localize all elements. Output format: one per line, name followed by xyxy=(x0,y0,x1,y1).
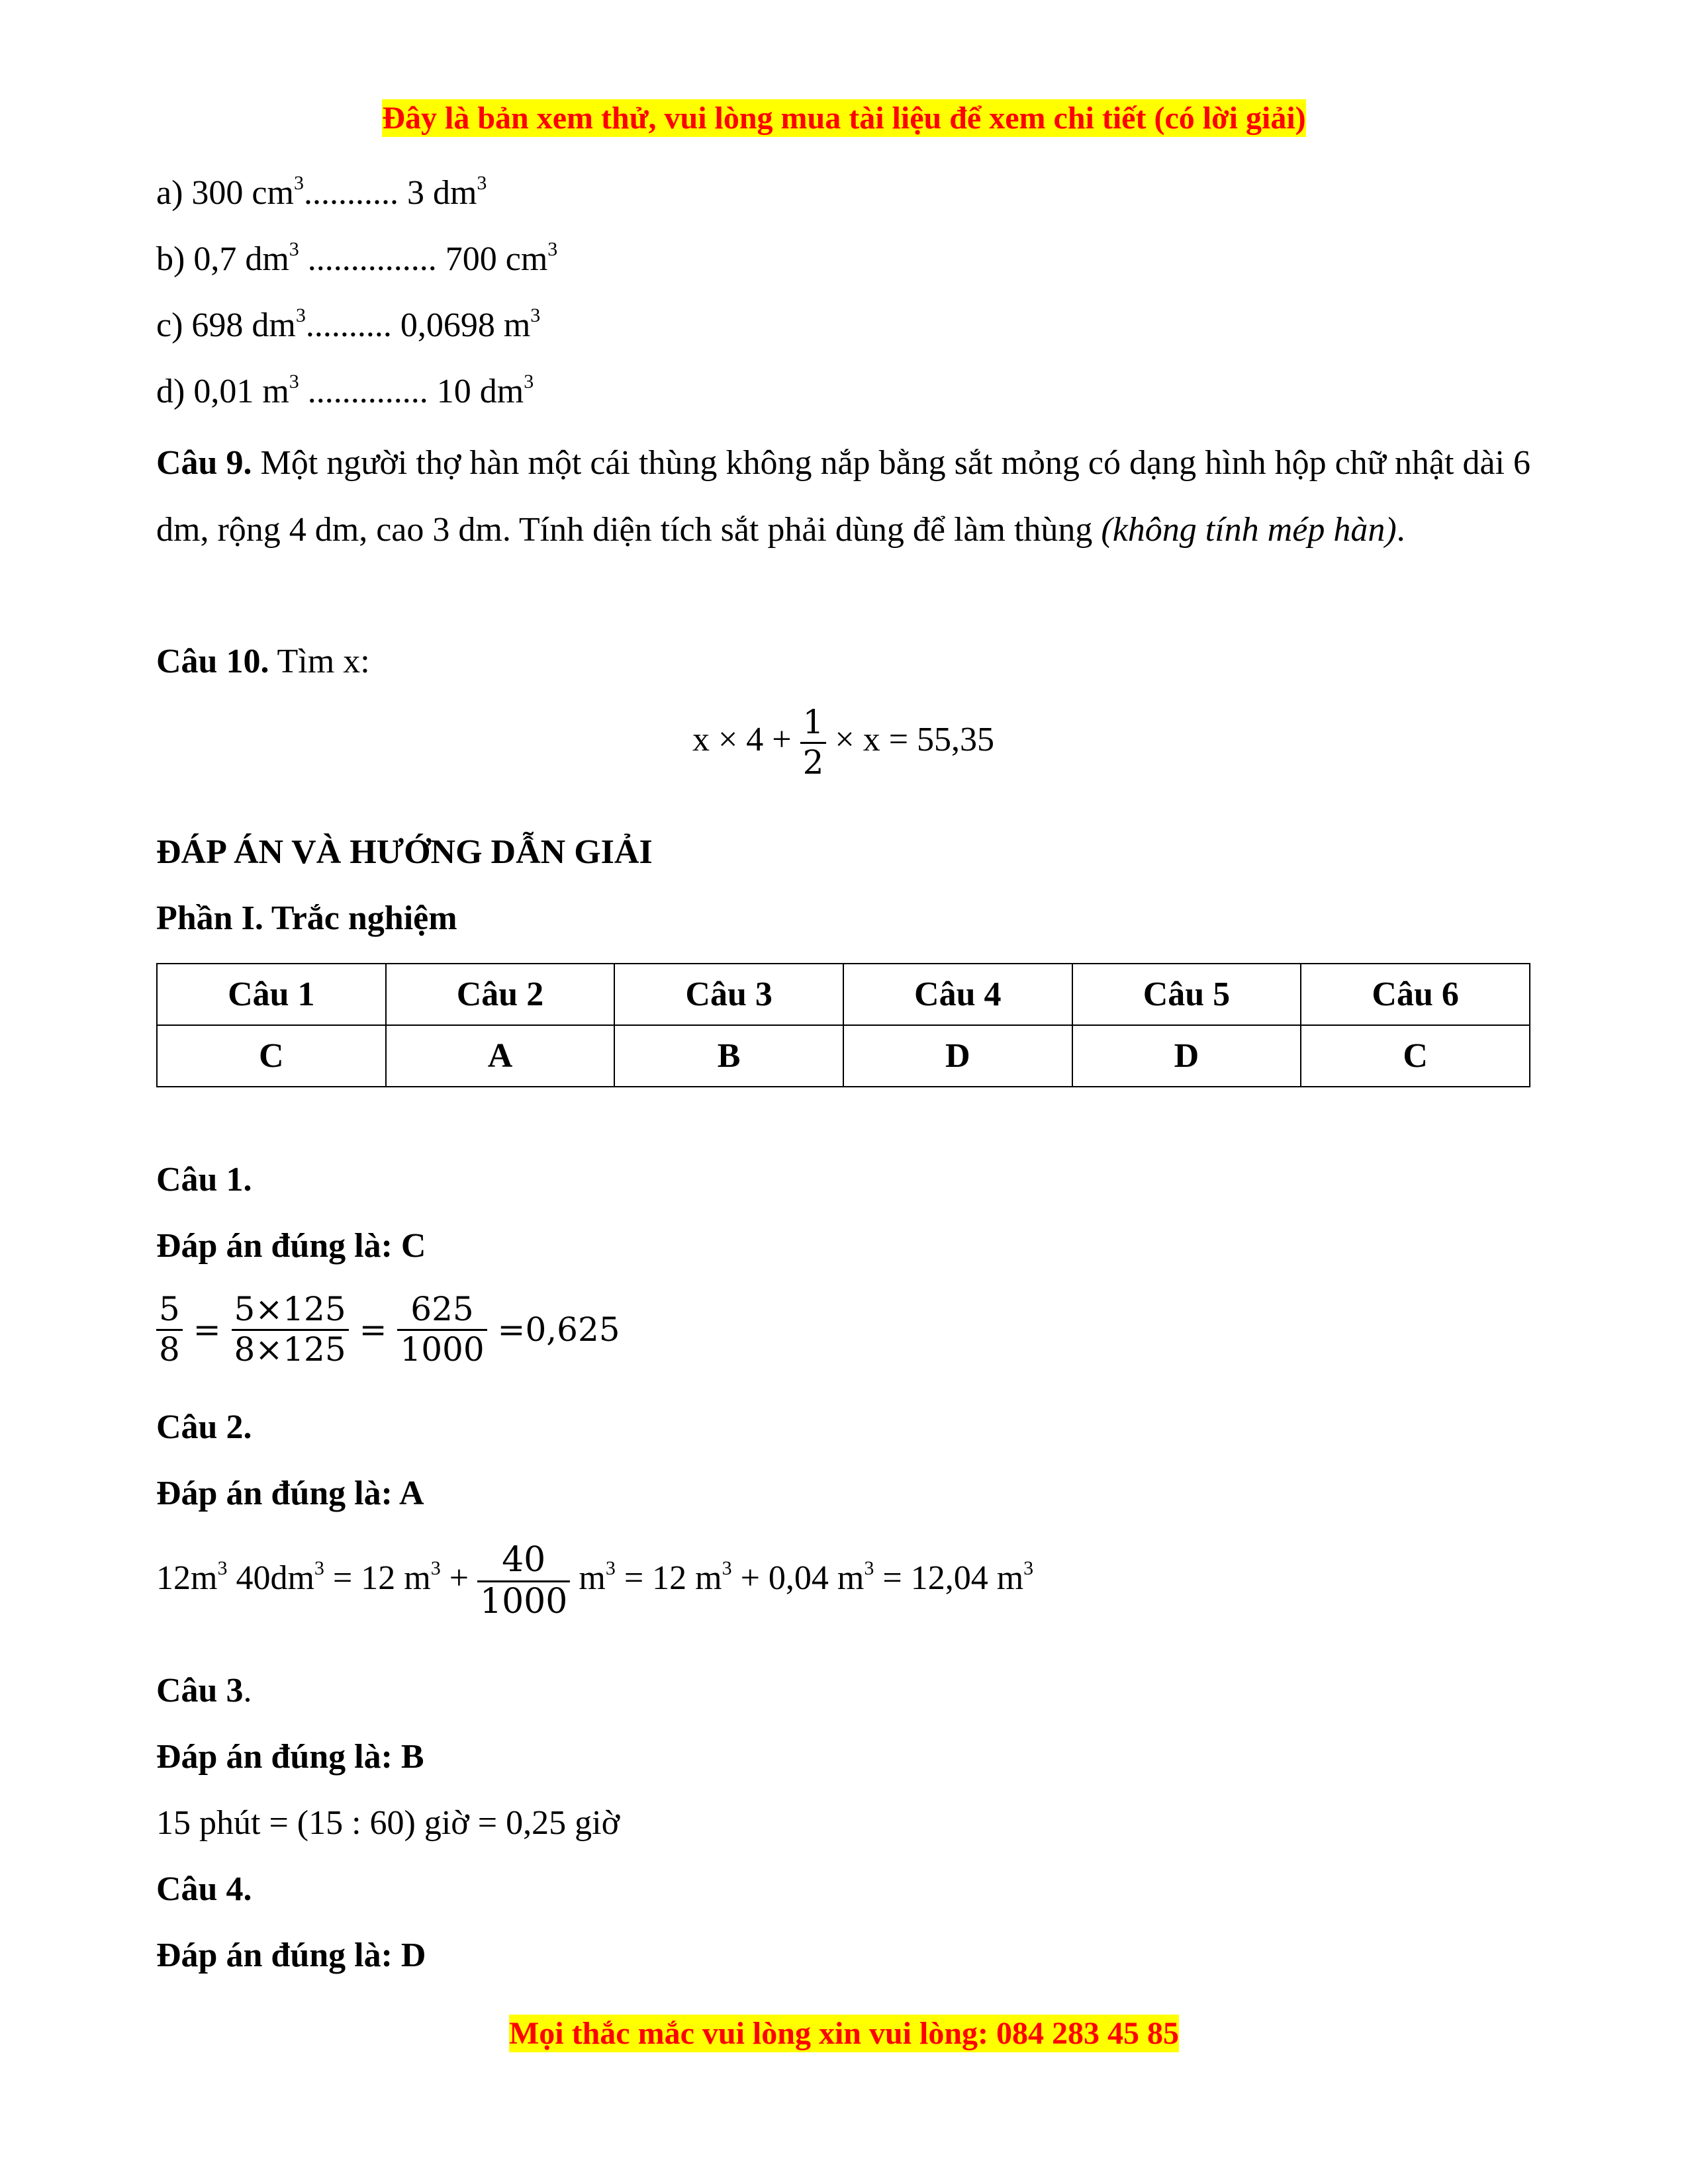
question-9-label: Câu 9. xyxy=(156,444,252,482)
question-9-note: (không tính mép hàn) xyxy=(1101,511,1397,549)
question-10: Câu 10. Tìm x: xyxy=(156,643,370,680)
table-header-cell: Câu 6 xyxy=(1301,964,1530,1025)
answer-table xyxy=(156,963,1530,1087)
table-header-cell: Câu 4 xyxy=(843,964,1072,1025)
solution-3-title: Câu 3. xyxy=(156,1672,252,1709)
contact-banner: Mọi thắc mắc vui lòng xin vui lòng: 084 283 45 85 xyxy=(508,2016,1180,2051)
solution-4-answer: Đáp án đúng là: D xyxy=(156,1936,426,1974)
solution-1-answer: Đáp án đúng là: C xyxy=(156,1227,426,1265)
solution-4-title: Câu 4. xyxy=(156,1870,252,1908)
answers-heading: ĐÁP ÁN VÀ HƯỚNG DẪN GIẢI xyxy=(156,833,653,871)
solution-2-answer: Đáp án đúng là: A xyxy=(156,1475,424,1512)
table-header-cell: Câu 2 xyxy=(386,964,615,1025)
question-10-equation: x × 4 + $\frac{1}{2}$ × x = 55,35 xyxy=(692,703,995,782)
answer-table-value-row xyxy=(157,1025,1530,1087)
table-cell: B xyxy=(614,1025,843,1087)
solution-3-text: 15 phút = (15 : 60) giờ = 0,25 giờ xyxy=(156,1804,620,1842)
table-header-cell: Câu 5 xyxy=(1072,964,1301,1025)
solution-1-title: Câu 1. xyxy=(156,1161,252,1199)
table-cell: D xyxy=(843,1025,1072,1087)
compare-item-a: a) 300 $cm^3$........... 3 $dm^3$ xyxy=(156,172,487,212)
compare-item-b: b) 0,7 $dm^3$ ............... 700 $cm^3$ xyxy=(156,238,558,278)
solution-2-equation: $12m^3$ $40dm^3 = 12$ $m^3$ + $\frac{40}{1000}$ $m^3 = 12$ $m^3 + 0,04$ $m^3 = 12,04$ $m^3$ xyxy=(156,1539,1034,1621)
table-cell: D xyxy=(1072,1025,1301,1087)
part1-heading: Phần I. Trắc nghiệm xyxy=(156,899,457,937)
table-header-cell: Câu 1 xyxy=(157,964,386,1025)
solution-3-answer: Đáp án đúng là: B xyxy=(156,1738,424,1776)
fraction-one-half: $\frac{1}{2}$ xyxy=(800,704,827,782)
solution-2-title: Câu 2. xyxy=(156,1408,252,1446)
compare-item-d: d) 0,01 $m^3$ .............. 10 $dm^3$ xyxy=(156,371,534,410)
compare-item-c: c) 698 $dm^3$.......... 0,0698 $m^3$ xyxy=(156,304,541,344)
answer-table-header-row xyxy=(157,964,1530,1025)
table-cell: C xyxy=(1301,1025,1530,1087)
table-cell: C xyxy=(157,1025,386,1087)
solution-1-equation: $\frac{5}{8}$ = $\frac{5\times 125}{8\times 125}$ = $\frac{625}{1000}$ =0,625 xyxy=(156,1291,620,1369)
table-cell: A xyxy=(386,1025,615,1087)
question-9: Câu 9. Một người thợ hàn một cái thùng không nắp bằng sắt mỏng có dạng hình hộp chữ nhật dài 6 dm, rộng 4 dm, cao 3 dm. Tính diện tích sắt phải dùng để làm thùng (không tính mép hàn). xyxy=(156,444,1530,549)
preview-banner: Đây là bản xem thử, vui lòng mua tài liệu để xem chi tiết (có lời giải) xyxy=(382,101,1306,136)
table-header-cell: Câu 3 xyxy=(614,964,843,1025)
